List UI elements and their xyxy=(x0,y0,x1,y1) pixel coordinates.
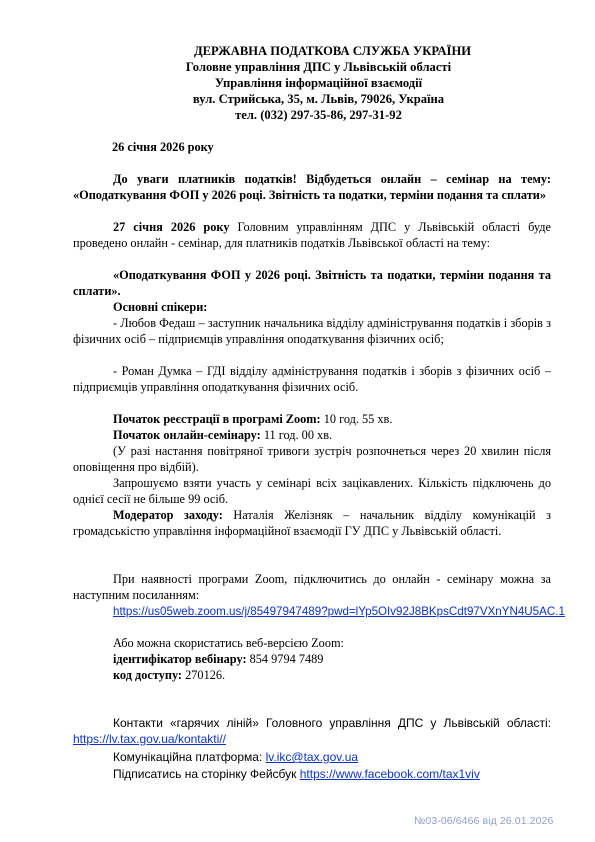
access-code xyxy=(73,668,591,684)
zoom-link[interactable]: https://us05web.zoom.us/j/85497947489?pwd=lYp5OIv92J8BKpsCdt97VXnYN4U5AC.1 xyxy=(113,605,565,618)
invitation: Запрошуємо взяти участь у семінарі всіх зацікавлених. Кількість підключень до однієї сесії не більше 99 осіб. xyxy=(73,476,551,506)
hotlines-text: Контакти «гарячих ліній» Головного управління ДПС у Львівській області: xyxy=(113,716,551,730)
division-name: Управління інформаційної взаємодії xyxy=(214,76,423,90)
access-code-label: код доступу: xyxy=(113,668,183,682)
speakers-heading: Основні спікери: xyxy=(113,300,208,314)
platform-contact xyxy=(73,750,591,766)
platform-text: Комунікаційна платформа: xyxy=(113,750,266,764)
start-time xyxy=(73,428,591,444)
moderator xyxy=(73,508,551,539)
seminar-topic: «Оподаткування ФОП у 2026 році. Звітність та податки, терміни подання та сплати». xyxy=(73,268,551,298)
zoom-link-block xyxy=(73,604,591,620)
letterhead xyxy=(0,43,595,123)
seminar-date: 27 січня 2026 року xyxy=(113,220,230,234)
air-alarm-note: (У разі настання повітряної тривоги зустріч розпочнеться через 20 хвилин після оповіщення про відбій). xyxy=(73,444,551,474)
moderator-label: Модератор заходу: xyxy=(113,508,223,522)
hotlines-link[interactable]: https://lv.tax.gov.ua/kontakti// xyxy=(73,731,226,746)
access-code-value: 270126. xyxy=(182,668,226,682)
facebook-link[interactable]: https://www.facebook.com/tax1viv xyxy=(299,767,480,781)
web-version-note: Або можна скористатись веб-версією Zoom: xyxy=(113,636,344,650)
registration-value: 10 год. 55 хв. xyxy=(320,412,393,426)
moderator-value: Наталія Желізняк – начальник відділу комунікацій з громадськістю управління інформаційної взаємодії ГУ ДПС у Львівській області. xyxy=(73,508,551,538)
document-date: 26 січня 2026 року xyxy=(112,140,214,154)
phone: тел. (032) 297-35-86, 297-31-92 xyxy=(235,108,402,122)
facebook-text: Підписатись на сторінку Фейсбук xyxy=(113,767,300,781)
hotlines-contacts xyxy=(73,716,551,747)
platform-email-link[interactable]: lv.ikc@tax.gov.ua xyxy=(265,750,359,764)
webinar-id xyxy=(73,652,591,668)
webinar-id-label: ідентифікатор вебінару: xyxy=(113,652,247,666)
webinar-id-value: 854 9794 7489 xyxy=(246,652,324,666)
intro-paragraph xyxy=(73,220,551,251)
announcement: До уваги платників податків! Відбудеться онлайн – семінар на тему: «Оподаткування ФОП у 2026 році. Звітність та податки, терміни подання та сплати» xyxy=(73,172,551,202)
facebook-contact xyxy=(73,767,591,783)
start-value: 11 год. 00 хв. xyxy=(260,428,333,442)
registration-time xyxy=(73,412,591,428)
registration-stamp: №03-06/6466 від 26.01.2026 xyxy=(414,815,554,827)
speaker-2: - Роман Думка – ГДІ відділу адміністрування податків і зборів з фізичних осіб – підприємців управління оподаткування фізичних осіб. xyxy=(73,364,551,394)
address: вул. Стрийська, 35, м. Львів, 79026, Україна xyxy=(192,92,445,106)
registration-label: Початок реєстрації в програмі Zoom: xyxy=(113,412,321,426)
intro-text: Головним управлінням ДПС у Львівській області буде проведено онлайн - семінар, для платників податків Львівської області на тему: xyxy=(73,220,551,250)
start-label: Початок онлайн-семінару: xyxy=(113,428,261,442)
agency-name: ДЕРЖАВНА ПОДАТКОВА СЛУЖБА УКРАЇНИ xyxy=(193,44,472,58)
zoom-intro: При наявності програми Zoom, підключитись до онлайн - семінару можна за наступним посиланням: xyxy=(73,572,551,602)
department-name: Головне управління ДПС у Львівській області xyxy=(185,60,452,74)
speaker-1: - Любов Федаш – заступник начальника відділу адміністрування податків і зборів з фізичних осіб – підприємців управління оподаткування фізичних осіб; xyxy=(73,316,551,346)
